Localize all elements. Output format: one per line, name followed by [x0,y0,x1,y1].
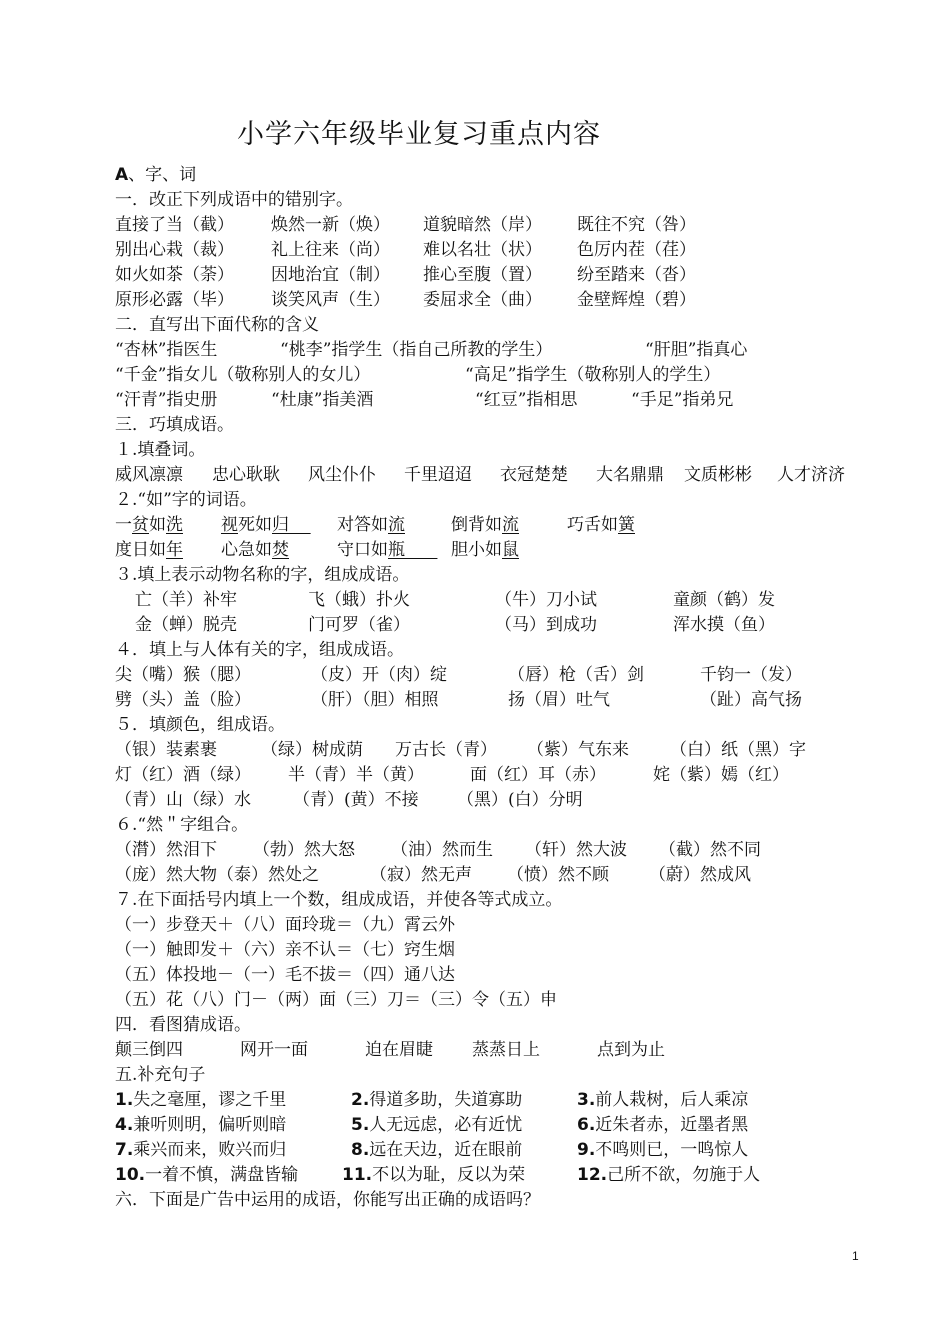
idiom-item: （青）山（绿）水 [115,790,251,810]
idiom-item: 尖（嘴）猴（腮） [115,665,251,685]
proverb-item: 1.失之毫厘，谬之千里 [115,1090,287,1110]
q1-item: 别出心栽（裁） [115,240,234,260]
q2-item: “杏林”指医生 [115,340,218,360]
idiom-item: 忠心耿耿 [212,465,280,485]
page-title: 小学六年级毕业复习重点内容 [237,119,601,150]
idiom-item: 衣冠楚楚 [500,465,568,485]
q1-item: 推心至腹（置） [423,265,542,285]
idiom-item: （牛）刀小试 [495,590,597,610]
idiom-item: 灯（红）酒（绿） [115,765,251,785]
idiom-item: 门可罗（雀） [308,615,410,635]
proverb-item: 7.乘兴而来，败兴而归 [115,1140,287,1160]
idiom-item: 半（青）半（黄） [288,765,424,785]
q2-item: “红豆”指相思 [475,390,578,410]
section-a-heading [115,163,196,187]
proverb-item: 12.己所不欲，勿施于人 [577,1165,761,1185]
idiom-item: （寂）然无声 [370,865,472,885]
proverb-item: 2.得道多助，失道寡助 [351,1090,523,1110]
q2-item: “桃李”指学生（指自己所教的学生） [280,340,553,360]
idiom-item: 人才济济 [777,465,845,485]
ru-idiom: 视死如归 [221,515,289,535]
q3-s4-heading: ４．填上与人体有关的字，组成成语。 [115,640,404,660]
q3-s7-heading: ７.在下面括号内填上一个数，组成成语，并使各等式成立。 [115,890,563,910]
q1-item: 既往不究（咎） [577,215,696,235]
idiom-item: （青）(黄）不接 [293,790,419,810]
idiom-item: 姹（紫）嫣（红） [653,765,789,785]
idiom-item: 亡（羊）补牢 [135,590,237,610]
q1-item: 纷至踏来（沓） [577,265,696,285]
proverb-item: 3.前人栽树，后人乘凉 [577,1090,749,1110]
idiom-item: （肝）（胆）相照 [311,690,439,710]
proverb-item: 10.一着不慎，满盘皆输 [115,1165,299,1185]
ru-idiom: 心急如焚 [221,540,289,560]
q1-item: 如火如茶（荼） [115,265,234,285]
idiom-item: 千钧一（发） [700,665,802,685]
ru-idiom: 巧舌如簧 [567,515,635,535]
idiom-item: （黑）(白）分明 [457,790,583,810]
idiom-item: 千里迢迢 [404,465,472,485]
q2-heading: 二．直写出下面代称的含义 [115,315,319,335]
idiom-item: （马）到成功 [495,615,597,635]
proverb-item: 11.不以为耻，反以为荣 [342,1165,526,1185]
q3-s3-heading: ３.填上表示动物名称的字，组成成语。 [115,565,410,585]
idiom-item: 飞（蛾）扑火 [308,590,410,610]
idiom-item: 蒸蒸日上 [472,1040,540,1060]
idiom-item: 面（红）耳（赤） [470,765,606,785]
q1-item: 原形必露（毕） [115,290,234,310]
idiom-item: 劈（头）盖（脸） [115,690,251,710]
q1-item: 焕然一新（焕） [271,215,390,235]
ru-idiom: 一贫如洗 [115,515,183,535]
idiom-item: 迫在眉睫 [365,1040,433,1060]
idiom-item: 网开一面 [240,1040,308,1060]
q3-s7-equation: （一）步登天＋（八）面玲珑＝（九）霄云外 [115,915,455,935]
idiom-item: （油）然而生 [391,840,493,860]
idiom-item: （紫）气东来 [527,740,629,760]
q5-heading: 五.补充句子 [115,1065,206,1085]
page-number: 1 [852,1249,859,1263]
q2-item: “肝胆”指真心 [645,340,748,360]
q1-item: 难以名壮（状） [423,240,542,260]
q1-item: 礼上往来（尚） [271,240,390,260]
proverb-item: 8.远在天边，近在眼前 [351,1140,523,1160]
idiom-item: 扬（眉）吐气 [508,690,610,710]
idiom-item: （愤）然不顾 [507,865,609,885]
q3-s7-equation: （五）花（八）门－（两）面（三）刀＝（三）令（五）申 [115,990,557,1010]
q2-item: “手足”指弟兄 [631,390,734,410]
q3-s2-heading: ２.“如”字的词语。 [115,490,257,510]
idiom-item: （绿）树成荫 [261,740,363,760]
q1-item: 因地治宜（制） [271,265,390,285]
ru-idiom: 守口如瓶 [337,540,405,560]
idiom-item: （白）纸（黑）字 [670,740,806,760]
q2-item: “千金”指女儿（敬称别人的女儿） [115,365,371,385]
ru-idiom: 对答如流 [337,515,405,535]
proverb-item: 9.不鸣则已，一鸣惊人 [577,1140,749,1160]
idiom-item: 万古长（青） [395,740,497,760]
q1-heading: 一．改正下列成语中的错别字。 [115,190,353,210]
idiom-item: 威风凛凛 [115,465,183,485]
idiom-item: 金（蝉）脱壳 [135,615,237,635]
q1-item: 金壁辉煌（碧） [577,290,696,310]
idiom-item: 大名鼎鼎 [596,465,664,485]
idiom-item: （庞）然大物（泰）然处之 [115,865,319,885]
section-a-letter: A [115,165,129,185]
q1-item: 谈笑风声（生） [271,290,390,310]
q3-s7-equation: （五）体投地－（一）毛不拔＝（四）通八达 [115,965,455,985]
proverb-item: 4.兼听则明，偏听则暗 [115,1115,287,1135]
idiom-item: 童颜（鹤）发 [673,590,775,610]
ru-idiom: 倒背如流 [451,515,519,535]
section-a-label: 、字、词 [128,165,197,185]
q2-item: “汗青”指史册 [115,390,218,410]
idiom-item: （皮）开（肉）绽 [311,665,447,685]
q3-s5-heading: ５．填颜色，组成语。 [115,715,285,735]
idiom-item: 风尘仆仆 [308,465,376,485]
q3-s1-heading: １.填叠词。 [115,440,206,460]
proverb-item: 6.近朱者赤，近墨者黑 [577,1115,749,1135]
q1-item: 色厉内茬（荏） [577,240,696,260]
idiom-item: （截）然不同 [659,840,761,860]
q4-heading: 四．看图猜成语。 [115,1015,251,1035]
q1-item: 直接了当（截） [115,215,234,235]
idiom-item: （勃）然大怒 [253,840,355,860]
idiom-item: 点到为止 [597,1040,665,1060]
idiom-item: 浑水摸（鱼） [673,615,775,635]
q2-item: “杜康”指美酒 [271,390,374,410]
idiom-item: 文质彬彬 [684,465,752,485]
q1-item: 委屈求全（曲） [423,290,542,310]
idiom-item: （轩）然大波 [525,840,627,860]
q2-item: “高足”指学生（敬称别人的学生） [465,365,721,385]
q3-heading: 三．巧填成语。 [115,415,234,435]
proverb-item: 5.人无远虑，必有近忧 [351,1115,523,1135]
idiom-item: （唇）枪（舌）剑 [508,665,644,685]
idiom-item: （潸）然泪下 [115,840,217,860]
q1-item: 道貌暗然（岸） [423,215,542,235]
idiom-item: （蔚）然成风 [649,865,751,885]
ru-idiom: 度日如年 [115,540,183,560]
idiom-item: （趾）高气扬 [700,690,802,710]
ru-idiom: 胆小如鼠 [451,540,519,560]
q6-heading: 六．下面是广告中运用的成语，你能写出正确的成语吗？ [115,1190,540,1210]
q3-s7-equation: （一）触即发＋（六）亲不认＝（七）窍生烟 [115,940,455,960]
idiom-item: （银）装素裹 [115,740,217,760]
idiom-item: 颠三倒四 [115,1040,183,1060]
q3-s6-heading: ６.“然＂字组合。 [115,815,249,835]
